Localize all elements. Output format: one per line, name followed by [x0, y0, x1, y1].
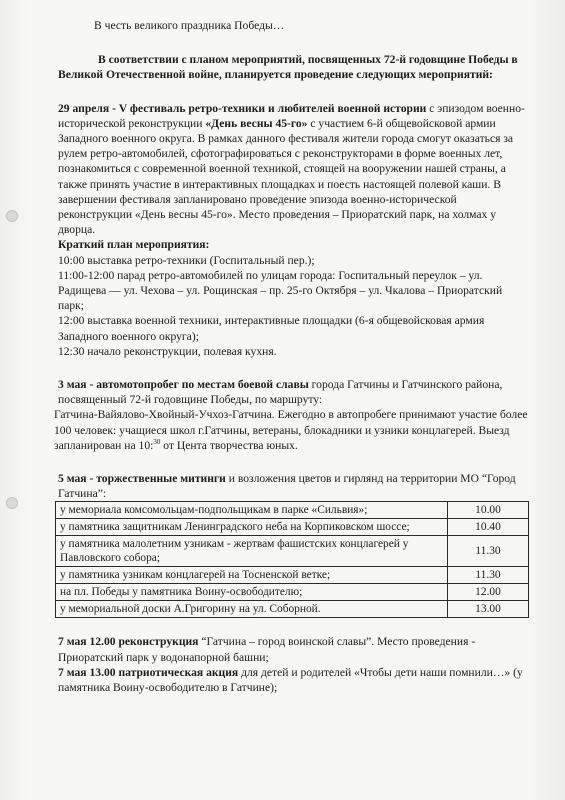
table-row: [56, 584, 529, 601]
time-cell: 11.30: [448, 567, 529, 584]
plan-title: Краткий план мероприятия:: [58, 238, 210, 252]
event-title: 29 апреля - V фестиваль ретро-техники и любителей военной истории: [58, 101, 427, 115]
plan-item: 12:00 выставка военной техники, интерактивные площадки (6-я общевойсковая армия Западного военного округа);: [58, 314, 485, 343]
table-row: [56, 502, 529, 519]
punch-hole: [6, 497, 18, 509]
event-title: 5 мая - торжественные митинги: [58, 472, 226, 486]
table-row: [56, 519, 529, 536]
heading: В соответствии с планом мероприятий, посвященных 72-й годовщине Победы в Великой Отечественной войне, планируется проведение следующих мероприятий:: [58, 53, 518, 82]
event-may-7-action: 7 мая 13.00 патриотическая акция для детей и родителей «Чтобы дети наши помнили…» (у памятника Воину-освободителю в Гатчине);: [58, 665, 523, 695]
intro-line: В честь великого праздника Победы…: [94, 19, 285, 32]
plan-item: 12:30 начало реконструкции, полевая кухня.: [58, 344, 277, 358]
place-cell: на пл. Победы у памятника Воину-освободителю;: [56, 584, 448, 601]
plan-item: 11:00-12:00 парад ретро-автомобилей по улицам города: Госпитальный переулок – ул. Радищева — ул. Чехова – ул. Рощинская – пр. 25-го Октября – ул. Чкалова – Приоратский парк;: [58, 268, 503, 313]
event-april-29: 29 апреля - V фестиваль ретро-техники и любителей военной истории с эпизодом военно-исторической реконструкции «День весны 45-го» с участием 6-й общевойсковой армии Западного военного округа. В рамках данного фестиваля жители города смогут оказаться за рулем ретро-автомобилей, сфотографироваться с реконструкторами в форме военных лет, познакомиться с современной военной техникой, стоящей на вооружении нашей страны, а также принять участие в интерактивных площадках и поесть настоящей полевой каши. В завершении фестиваля запланировано проведение эпизода военно-исторической реконструкции «День весны 45-го». Место проведения – Приоратский парк, на холмах у дворца.: [58, 101, 525, 237]
table-row: [56, 536, 529, 567]
time-cell: 12.00: [448, 584, 529, 601]
time-cell: 11.30: [448, 536, 529, 567]
place-cell: у памятника защитникам Ленинградского неба на Корпиковском шоссе;: [56, 519, 448, 536]
place-cell: у памятника узникам концлагерей на Тосненской ветке;: [56, 567, 448, 584]
place-cell: у памятника малолетним узникам - жертвам фашистских концлагерей у Павловского собора;: [56, 536, 448, 567]
place-cell: у мемориальной доски А.Григорину на ул. Соборной.: [56, 601, 448, 618]
punch-hole: [6, 210, 18, 222]
event-may-7-reconstruction: 7 мая 12.00 реконструкция “Гатчина – город воинской славы”. Место проведения - Приоратский парк у водонапорной башни;: [58, 635, 476, 664]
time-cell: 10.00: [448, 502, 529, 519]
plan-item: 10:00 выставка ретро-техники (Госпитальный пер.);: [58, 253, 315, 267]
route-text: Гатчина-Вайялово-Хвойный-Учхоз-Гатчина. Ежегодно в автопробеге принимают участие более 100 человек: учащиеся школ г.Гатчины, ветераны, блокадники и узники концлагерей. Выезд запланирован на 10:$^{30}$ от Цента творчества юных.: [54, 408, 528, 452]
event-title: 7 мая 12.00 реконструкция: [58, 635, 199, 649]
table-row: [56, 601, 529, 618]
document-body: [54, 18, 528, 695]
time-cell: 13.00: [448, 601, 529, 618]
place-cell: у мемориала комсомольцам-подпольщикам в парке «Сильвия»;: [56, 502, 448, 519]
event-title: 7 мая 13.00 патриотическая акция: [58, 665, 239, 679]
event-may-3: 3 мая - автомотопробег по местам боевой славы города Гатчины и Гатчинского района, посвященный 72-й годовщине Победы, по маршруту:: [58, 378, 503, 407]
event-title: 3 мая - автомотопробег по местам боевой славы: [58, 378, 309, 392]
table-row: [56, 567, 529, 584]
event-may-5: 5 мая - торжественные митинги и возложения цветов и гирлянд на территории МО “Город Гатчина”:: [58, 472, 516, 501]
time-cell: 10.40: [448, 519, 529, 536]
rally-schedule-table: [55, 501, 529, 618]
